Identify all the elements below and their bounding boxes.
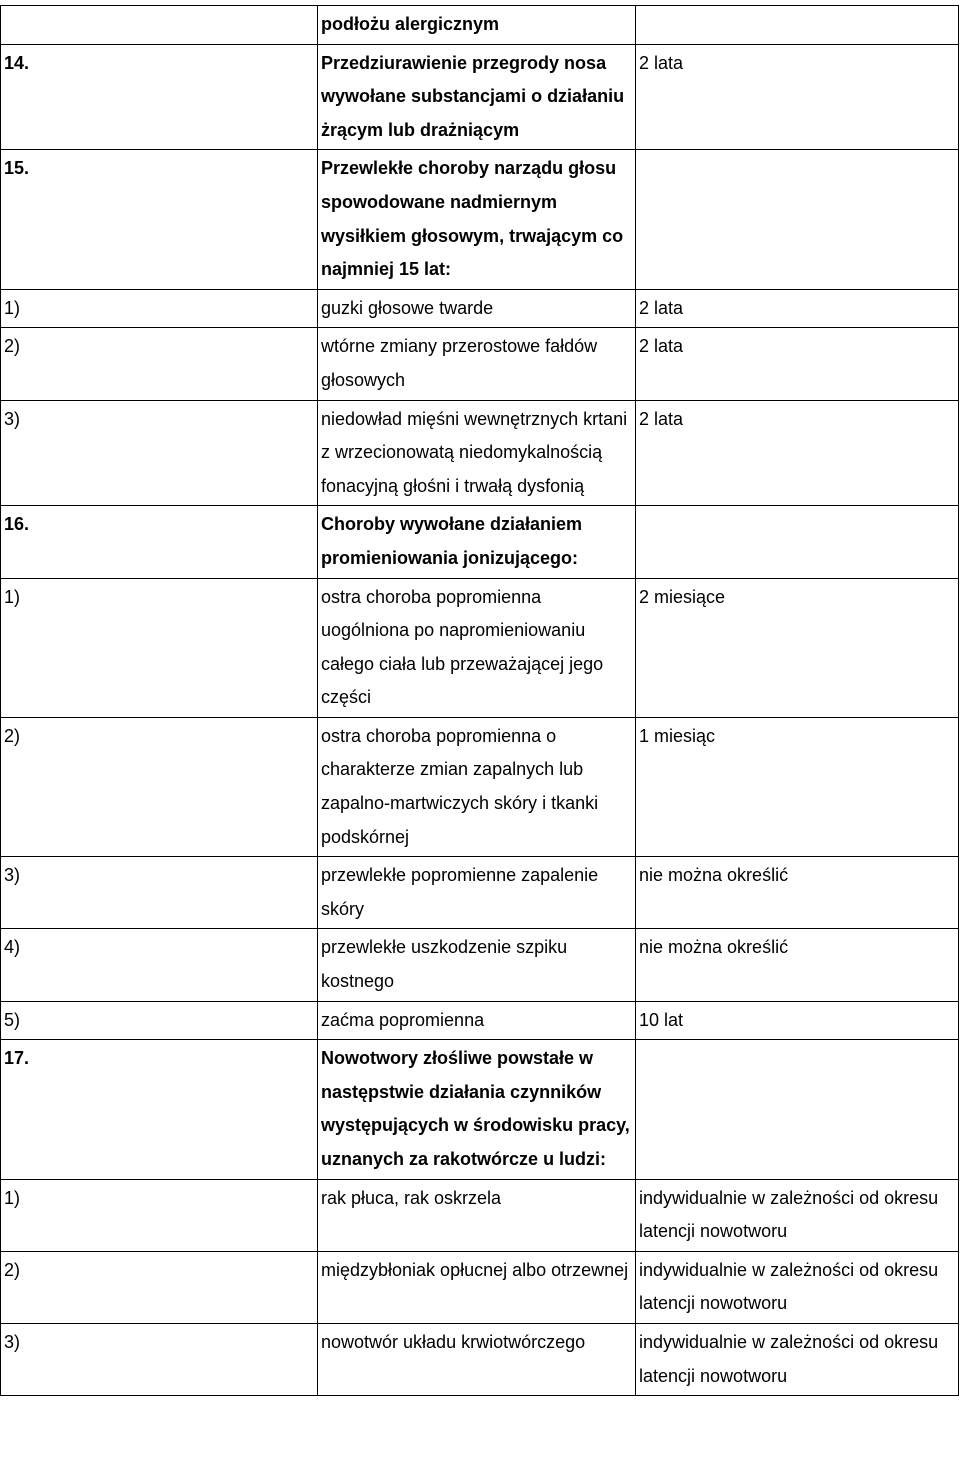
row-description-cell [318, 289, 636, 328]
row-period-cell [636, 506, 959, 578]
table-row [1, 400, 959, 506]
table-row [1, 328, 959, 400]
row-period-cell [636, 1323, 959, 1395]
row-description-cell [318, 1251, 636, 1323]
row-period: 2 lata [639, 408, 684, 429]
row-period-cell [636, 328, 959, 400]
row-description-cell [318, 578, 636, 717]
row-number-cell [1, 717, 318, 856]
row-number: 17. [4, 1048, 30, 1069]
row-number: 16. [4, 514, 30, 535]
row-number-cell [1, 506, 318, 578]
row-number: 3) [4, 1331, 21, 1352]
row-number-cell [1, 6, 318, 45]
row-description: ostra choroba popromienna o charakterze zmian zapalnych lub zapalno-martwiczych skóry i tkanki podskórnej [321, 725, 599, 847]
row-number: 14. [4, 52, 30, 73]
row-description: Przedziurawienie przegrody nosa wywołane substancjami o działaniu żrącym lub drażniącym [321, 52, 625, 140]
row-period-cell [636, 6, 959, 45]
row-period-cell [636, 1251, 959, 1323]
row-description: Przewlekłe choroby narządu głosu spowodowane nadmiernym wysiłkiem głosowym, trwającym co najmniej 15 lat: [321, 158, 624, 280]
row-number: 2) [4, 336, 21, 357]
row-number-cell [1, 1323, 318, 1395]
row-period-cell [636, 44, 959, 150]
table-row [1, 1040, 959, 1179]
row-period-cell [636, 717, 959, 856]
row-description-cell [318, 1001, 636, 1040]
row-description: przewlekłe uszkodzenie szpiku kostnego [321, 937, 568, 992]
row-period-cell [636, 857, 959, 929]
disease-table [0, 5, 959, 1396]
row-number: 2) [4, 1259, 21, 1280]
row-number: 3) [4, 408, 21, 429]
row-description: zaćma popromienna [321, 1009, 485, 1030]
row-period-cell [636, 150, 959, 289]
table-row [1, 150, 959, 289]
row-number-cell [1, 1040, 318, 1179]
table-row [1, 1323, 959, 1395]
row-period: 2 lata [639, 52, 684, 73]
row-number-cell [1, 578, 318, 717]
row-period-cell [636, 400, 959, 506]
row-description-cell [318, 929, 636, 1001]
table-row [1, 506, 959, 578]
row-number: 4) [4, 937, 21, 958]
row-description-cell [318, 6, 636, 45]
row-period: 1 miesiąc [639, 725, 716, 746]
row-period: indywidualnie w zależności od okresu latencji nowotworu [639, 1331, 939, 1386]
row-description: Nowotwory złośliwe powstałe w następstwie działania czynników występujących w środowisku pracy, uznanych za rakotwórcze u ludzi: [321, 1048, 630, 1169]
row-number: 1) [4, 1187, 21, 1208]
row-number: 15. [4, 158, 30, 179]
row-period: 10 lat [639, 1009, 684, 1030]
row-period: nie można określić [639, 937, 789, 958]
row-description-cell [318, 1323, 636, 1395]
row-description-cell [318, 506, 636, 578]
row-number-cell [1, 289, 318, 328]
row-description: ostra choroba popromienna uogólniona po napromieniowaniu całego ciała lub przeważającej jego części [321, 586, 604, 708]
disease-table-body [1, 6, 959, 1396]
row-description: nowotwór układu krwiotwórczego [321, 1331, 586, 1352]
row-period-cell [636, 578, 959, 717]
row-number-cell [1, 1001, 318, 1040]
row-description: rak płuca, rak oskrzela [321, 1187, 502, 1208]
row-description-cell [318, 44, 636, 150]
row-period-cell [636, 289, 959, 328]
row-number: 5) [4, 1009, 21, 1030]
row-description: guzki głosowe twarde [321, 297, 494, 318]
row-period: nie można określić [639, 865, 789, 886]
row-description: wtórne zmiany przerostowe fałdów głosowych [321, 336, 598, 390]
row-period-cell [636, 1040, 959, 1179]
row-number-cell [1, 150, 318, 289]
row-description-cell [318, 328, 636, 400]
row-number-cell [1, 1251, 318, 1323]
row-number-cell [1, 328, 318, 400]
table-row [1, 6, 959, 45]
table-row [1, 929, 959, 1001]
row-number-cell [1, 857, 318, 929]
row-number-cell [1, 44, 318, 150]
row-number: 3) [4, 865, 21, 886]
row-period: 2 lata [639, 297, 684, 318]
row-period: indywidualnie w zależności od okresu latencji nowotworu [639, 1187, 939, 1242]
table-row [1, 1001, 959, 1040]
table-row [1, 578, 959, 717]
row-period-cell [636, 1179, 959, 1251]
row-description-cell [318, 150, 636, 289]
row-description-cell [318, 717, 636, 856]
row-description-cell [318, 1179, 636, 1251]
row-description-cell [318, 857, 636, 929]
table-row [1, 857, 959, 929]
table-row [1, 289, 959, 328]
row-period-cell [636, 1001, 959, 1040]
row-number: 1) [4, 297, 21, 318]
row-number-cell [1, 400, 318, 506]
row-description: podłożu alergicznym [321, 14, 500, 34]
row-number: 2) [4, 725, 21, 746]
row-period: indywidualnie w zależności od okresu latencji nowotworu [639, 1259, 939, 1314]
row-period: 2 miesiące [639, 586, 726, 607]
row-description-cell [318, 400, 636, 506]
row-number: 1) [4, 586, 21, 607]
row-description: międzybłoniak opłucnej albo otrzewnej [321, 1259, 629, 1280]
row-number-cell [1, 929, 318, 1001]
row-period: 2 lata [639, 336, 684, 357]
table-row [1, 1251, 959, 1323]
row-period-cell [636, 929, 959, 1001]
table-row [1, 717, 959, 856]
row-description-cell [318, 1040, 636, 1179]
row-description: Choroby wywołane działaniem promieniowania jonizującego: [321, 514, 583, 568]
row-description: niedowład mięśni wewnętrznych krtani z wrzecionowatą niedomykalnością fonacyjną głośni i trwałą dysfonią [321, 408, 628, 496]
row-description: przewlekłe popromienne zapalenie skóry [321, 865, 599, 919]
row-number-cell [1, 1179, 318, 1251]
table-row [1, 1179, 959, 1251]
table-row [1, 44, 959, 150]
